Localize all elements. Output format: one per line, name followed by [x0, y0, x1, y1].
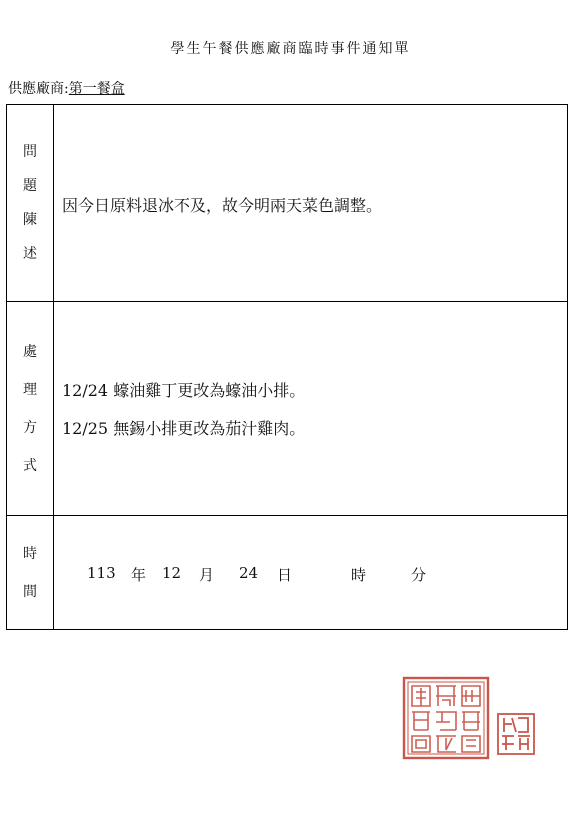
- year-unit: 年: [131, 566, 147, 584]
- problem-label-char: 題: [23, 178, 37, 194]
- handling-line-1: 12/24 蠔油雞丁更改為蠔油小排。: [62, 381, 306, 400]
- handling-row: [7, 301, 567, 515]
- month-unit: 月: [199, 566, 215, 584]
- handling-line-2: 12/25 無錫小排更改為茄汁雞肉。: [62, 419, 306, 438]
- hour-unit: 時: [351, 566, 367, 584]
- page-title: 學生午餐供應廠商臨時事件通知單: [170, 41, 411, 57]
- month-value: 12: [162, 564, 182, 582]
- year-value: 113: [87, 564, 116, 582]
- problem-row: [7, 105, 567, 301]
- personal-seal-icon: [498, 714, 534, 754]
- time-label-char: 時: [23, 545, 37, 562]
- vendor-name: 第一餐盒: [68, 81, 125, 97]
- seal-stamps: [402, 676, 538, 760]
- problem-label: [7, 105, 54, 301]
- vendor-line: [8, 78, 125, 98]
- problem-label-char: 述: [23, 246, 37, 262]
- problem-description: 因今日原料退冰不及，故今明兩天菜色調整。: [62, 196, 383, 215]
- handling-label: [7, 302, 54, 515]
- time-row: [7, 515, 567, 629]
- time-label-char: 間: [23, 583, 37, 600]
- vendor-label: 供應廠商:: [8, 81, 69, 97]
- handling-label-char: 理: [23, 381, 37, 398]
- day-value: 24: [239, 564, 259, 582]
- notice-form-table: [6, 104, 568, 630]
- handling-label-char: 處: [23, 343, 37, 360]
- handling-label-char: 式: [23, 457, 37, 474]
- day-unit: 日: [277, 566, 293, 584]
- minute-unit: 分: [411, 566, 427, 584]
- time-label: [7, 516, 54, 629]
- company-seal-icon: [402, 676, 538, 760]
- problem-label-char: 陳: [23, 212, 37, 228]
- handling-label-char: 方: [23, 419, 37, 436]
- problem-label-char: 問: [23, 144, 37, 160]
